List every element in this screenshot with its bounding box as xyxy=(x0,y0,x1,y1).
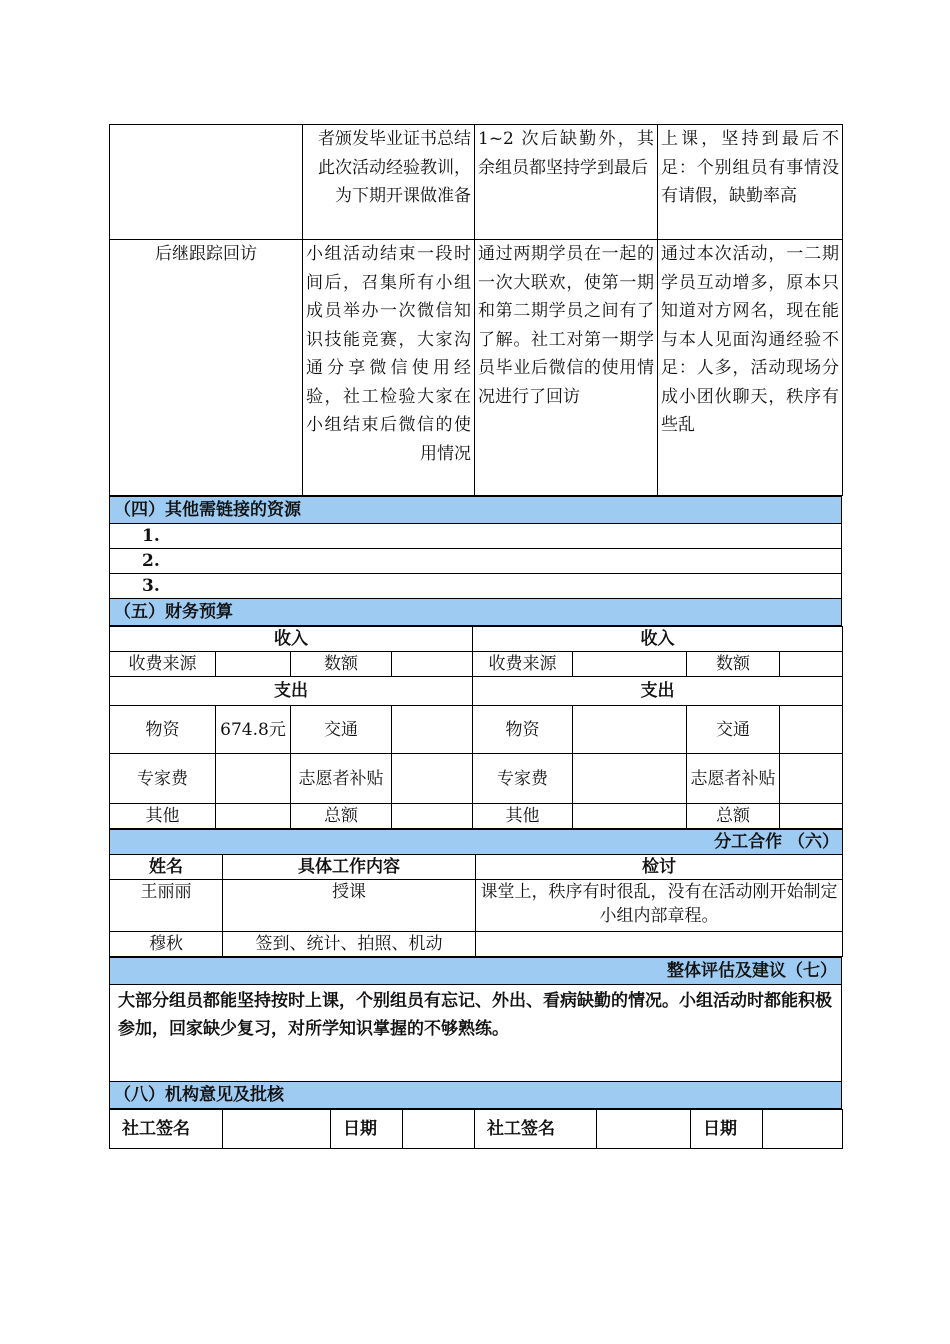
stage-cell: 后继跟踪回访 xyxy=(110,240,303,496)
expert-fee-label: 专家费 xyxy=(473,754,573,804)
volunteer-subsidy-value xyxy=(392,754,473,804)
evaluation-text: 大部分组员都能坚持按时上课，个别组员有忘记、外出、看病缺勤的情况。小组活动时都能积极参加，回家缺少复习，对所学知识掌握的不够熟练。 xyxy=(110,985,842,1082)
column-header-name: 姓名 xyxy=(110,855,223,880)
fee-source-label: 收费来源 xyxy=(110,652,216,677)
table-row xyxy=(110,125,843,240)
social-worker-signature-field[interactable] xyxy=(597,1110,691,1149)
section-header-division: 分工合作 （六） xyxy=(110,830,843,855)
total-label: 总额 xyxy=(291,804,392,829)
other-label: 其他 xyxy=(473,804,573,829)
materials-label: 物资 xyxy=(110,706,216,754)
section-header-evaluation: 整体评估及建议（七） xyxy=(110,958,842,985)
table-row xyxy=(110,240,843,496)
total-value xyxy=(780,804,843,829)
section-header-budget: （五）财务预算 xyxy=(110,599,842,626)
date-label: 日期 xyxy=(691,1110,763,1149)
materials-value xyxy=(573,706,687,754)
amount-label: 数额 xyxy=(291,652,392,677)
budget-table xyxy=(109,626,843,829)
amount-label: 数额 xyxy=(687,652,780,677)
materials-value: 674.8元 xyxy=(216,706,291,754)
table-row xyxy=(110,932,843,957)
result-cell: 通过两期学员在一起的一次大联欢，使第一期和第二期学员之间有了了解。社工对第一期学员毕业后微信的使用情况进行了回访 xyxy=(475,240,658,496)
transport-value xyxy=(780,706,843,754)
member-review xyxy=(476,932,843,957)
social-worker-signature-label: 社工签名 xyxy=(110,1110,223,1149)
content-cell: 小组活动结束一段时间后，召集所有小组成员举办一次微信知识技能竞赛，大家沟通分享微信使用经验，社工检验大家在小组结束后微信的使用情况 xyxy=(303,240,475,496)
section-header-resources: （四）其他需链接的资源 xyxy=(110,497,842,524)
total-label: 总额 xyxy=(687,804,780,829)
section-header-approval: （八）机构意见及批核 xyxy=(110,1082,842,1109)
member-name: 王丽丽 xyxy=(110,880,223,932)
division-table xyxy=(109,829,843,957)
evaluation-table xyxy=(109,957,842,1109)
volunteer-subsidy-value xyxy=(780,754,843,804)
member-review: 课堂上，秩序有时很乱，没有在活动刚开始制定小组内部章程。 xyxy=(476,880,843,932)
resources-table xyxy=(109,496,842,626)
resource-item: 1. xyxy=(110,524,842,549)
transport-value xyxy=(392,706,473,754)
date-field[interactable] xyxy=(763,1110,843,1149)
result-cell: 1~2 次后缺勤外，其余组员都坚持学到最后 xyxy=(475,125,658,240)
total-value xyxy=(392,804,473,829)
expert-fee-value xyxy=(573,754,687,804)
income-header-left: 收入 xyxy=(110,627,473,652)
fee-source-value xyxy=(573,652,687,677)
expert-fee-label: 专家费 xyxy=(110,754,216,804)
date-label: 日期 xyxy=(331,1110,403,1149)
income-header-right: 收入 xyxy=(473,627,843,652)
social-worker-signature-label: 社工签名 xyxy=(475,1110,597,1149)
other-value xyxy=(573,804,687,829)
reflection-cell: 通过本次活动，一二期学员互动增多，原本只知道对方网名，现在能与本人见面沟通经验不足：人多，活动现场分成小团伙聊天，秩序有些乱 xyxy=(658,240,843,496)
column-header-work: 具体工作内容 xyxy=(223,855,476,880)
activity-table xyxy=(109,124,843,496)
member-name: 穆秋 xyxy=(110,932,223,957)
transport-label: 交通 xyxy=(291,706,392,754)
other-label: 其他 xyxy=(110,804,216,829)
other-value xyxy=(216,804,291,829)
fee-source-label: 收费来源 xyxy=(473,652,573,677)
transport-label: 交通 xyxy=(687,706,780,754)
volunteer-subsidy-label: 志愿者补贴 xyxy=(687,754,780,804)
expense-header-right: 支出 xyxy=(473,677,843,706)
document-page xyxy=(109,124,842,1149)
resource-item: 3. xyxy=(110,574,842,599)
content-cell: 者颁发毕业证书总结此次活动经验教训，为下期开课做准备 xyxy=(303,125,475,240)
amount-value xyxy=(392,652,473,677)
reflection-cell: 上课，坚持到最后不足：个别组员有事情没有请假，缺勤率高 xyxy=(658,125,843,240)
volunteer-subsidy-label: 志愿者补贴 xyxy=(291,754,392,804)
column-header-review: 检讨 xyxy=(476,855,843,880)
materials-label: 物资 xyxy=(473,706,573,754)
stage-cell xyxy=(110,125,303,240)
member-work: 授课 xyxy=(223,880,476,932)
expense-header-left: 支出 xyxy=(110,677,473,706)
amount-value xyxy=(780,652,843,677)
fee-source-value xyxy=(216,652,291,677)
social-worker-signature-field[interactable] xyxy=(223,1110,331,1149)
date-field[interactable] xyxy=(403,1110,475,1149)
approval-table xyxy=(109,1109,843,1149)
table-row xyxy=(110,880,843,932)
resource-item: 2. xyxy=(110,549,842,574)
member-work: 签到、统计、拍照、机动 xyxy=(223,932,476,957)
expert-fee-value xyxy=(216,754,291,804)
